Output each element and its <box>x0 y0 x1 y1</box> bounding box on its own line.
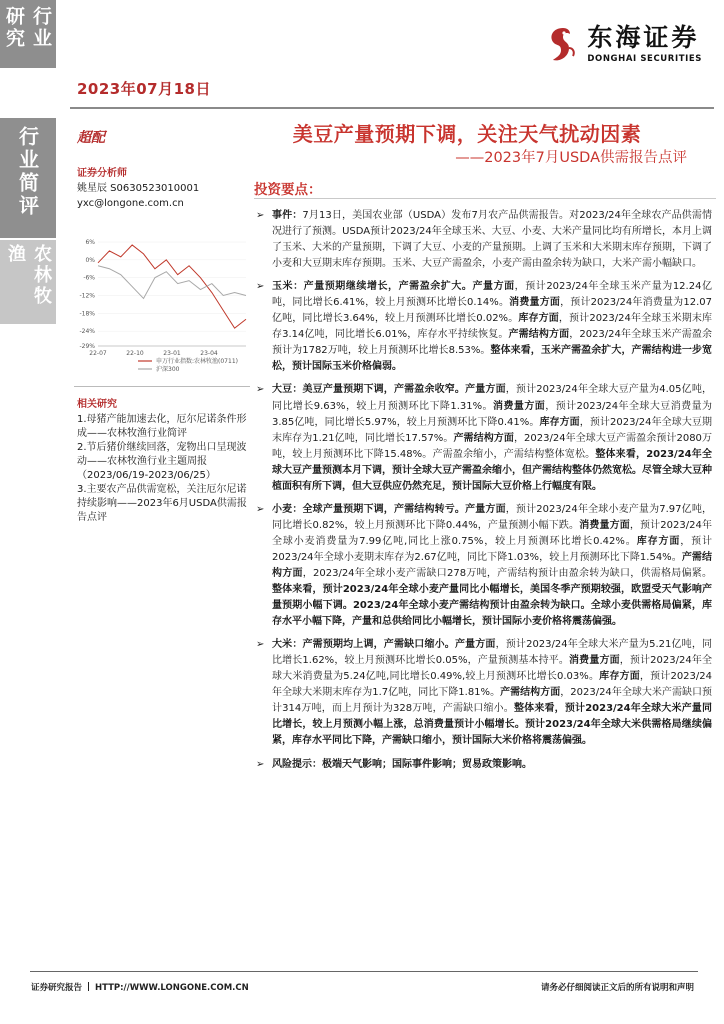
key-points-list <box>254 208 712 780</box>
side-tab-industry-brief <box>0 118 56 238</box>
related-research <box>77 398 247 525</box>
arrow-bullet-icon: ➢ <box>256 210 265 221</box>
key-point-text: ，2023/24年全球大米产需缺口预计314万吨，而上月预计为328万吨，产需缺口缩小。 <box>272 687 713 715</box>
footer-divider <box>30 971 698 972</box>
side-tab-industry-research <box>0 0 56 68</box>
key-point-text: 整体来看，玉米产需盈余扩大，产需结构进一步宽松，预计国际玉米价格偏弱。 <box>272 345 713 373</box>
key-point-text: 库存方面 <box>518 313 559 325</box>
key-point-text: 整体来看，2023/24年全球大豆产量预测本月下调，预计全球大豆产需盈余缩小，但产需结构整体仍然宽松。尽管全球大豆种植面积有所下调，但大豆供应仍然充足，预计国际大豆价格上行幅度有限。 <box>272 448 712 492</box>
y-tick-label: -6% <box>83 274 95 282</box>
report-subtitle: ——2023年7月USDA供需报告点评 <box>455 150 687 166</box>
legend-label: 沪深300 <box>156 366 180 373</box>
key-point-text: 产需结构方面 <box>500 687 561 699</box>
report-title: 美豆产量预期下调，关注天气扰动因素 <box>292 122 642 146</box>
key-point-text: 消费量方面 <box>509 297 561 309</box>
series-line-0 <box>98 245 246 328</box>
key-point-text: ，2023/24年全球大豆产需盈余预计2080万吨，较上月预测环比下降15.48%。产需盈余缩小，产需结构整体宽松。 <box>272 432 712 460</box>
y-tick-label: 6% <box>85 239 95 246</box>
key-point-text: 大豆：美豆产量预期下调，产需盈余收窄。 <box>272 384 466 396</box>
key-point-text: 风险提示：极端天气影响；国际事件影响；贸易政策影响。 <box>272 758 532 770</box>
key-point-text: 7月13日，美国农业部（USDA）发布7月农产品供需报告。对2023/24年全球农产品供需情况进行了预测。USDA预计2023/24年全球玉米、大豆、小麦、大米产量同比均有所增长，本月上调了玉米、大米的产量预期，下调了大豆、小麦的产量预期。上调了玉米和大米期末库存预期，下调了小麦和大豆期末库存预期。玉米、大豆产需盈余，小麦产需由盈余转为缺口，大米产需小幅缺口。 <box>272 210 713 270</box>
arrow-bullet-icon: ➢ <box>256 503 265 515</box>
key-point-text: ，预计2023/24年全球小麦消费量为7.99亿吨,同比上涨0.75%，较上月预测环比增长0.42%。 <box>272 519 712 547</box>
key-point-text: 产量方面 <box>465 503 506 515</box>
key-point-text: 消费量方面 <box>569 655 620 667</box>
footer-separator <box>88 982 89 991</box>
key-point-item <box>254 382 712 494</box>
key-point-text: 库存方面 <box>599 671 640 683</box>
key-point-item <box>254 208 712 272</box>
side-tab-label: 行业简评 <box>15 126 40 218</box>
key-point-text: 产量方面 <box>465 384 506 396</box>
key-point-text: 消费量方面 <box>579 519 630 531</box>
arrow-bullet-icon: ➢ <box>256 384 265 396</box>
key-point-text: 整体来看，预计2023/24年全球大米产量同比增长，较上月预测小幅上涨，总消费量预计小幅增长。预计2023/24年全球大米供需格局继续偏紧，库存水平同比下降，产需缺口缩小，预计国际大米价格将震荡偏强。 <box>272 703 712 747</box>
key-point-text: 产需结构方面 <box>453 432 514 444</box>
x-tick-label: 22-10 <box>126 350 144 357</box>
footer-disclaimer: 请务必仔细阅读正文后的所有说明和声明 <box>540 983 694 993</box>
x-tick-label: 22-07 <box>89 350 107 357</box>
logo-name-en: DONGHAI SECURITIES <box>587 54 702 64</box>
key-point-text: ，预计2023/24年全球玉米期末库存3.14亿吨，同比增长6.01%，库存水平持续恢复。 <box>272 313 712 341</box>
key-point-text: ，预计2023/24年全球小麦期末库存为2.67亿吨，同比下降1.03%，较上月预测环比下降1.54%。 <box>272 535 713 563</box>
industry-rating: 超配 <box>77 130 105 146</box>
key-point-text: 消费量方面 <box>493 400 546 412</box>
footer-left <box>31 981 249 993</box>
x-tick-label: 23-04 <box>200 350 218 357</box>
key-point-text: 产需结构方面 <box>272 551 712 579</box>
key-point-text: ，预计2023/24年全球玉米产量为12.24亿吨，同比增长6.41%，较上月预测环比增长0.14%。 <box>272 281 713 309</box>
key-point-text: ，预计2023/24年消费量为12.07亿吨，同比增长3.64%，较上月预测环比增长0.02%。 <box>272 297 712 325</box>
company-logo <box>541 24 702 64</box>
key-point-item <box>254 757 712 773</box>
y-tick-label: 0% <box>85 256 95 264</box>
key-point-item <box>254 502 712 630</box>
key-point-text: ，预计2023/24年全球小麦产量为7.97亿吨，同比增长0.82%，较上月预测环比下降0.44%，产量预测小幅下跌。 <box>272 503 713 531</box>
footer-url[interactable]: HTTP://WWW.LONGONE.COM.CN <box>95 983 249 993</box>
key-point-text: 库存方面 <box>539 416 580 428</box>
key-point-text: ，预计2023/24年全球大豆消费量为3.85亿吨，同比增长5.97%，较上月预测环比下降0.41%。 <box>272 400 713 428</box>
y-tick-label: -18% <box>79 310 95 318</box>
series-line-1 <box>98 266 246 299</box>
y-tick-label: -24% <box>79 328 95 336</box>
key-point-text: ，预计2023/24年全球大米期末库存为1.7亿吨，同比下降1.81%。 <box>272 671 713 699</box>
key-point-item <box>254 279 712 375</box>
header-divider <box>70 107 714 109</box>
analyst-info <box>77 166 237 211</box>
key-point-text: 事件： <box>272 210 303 221</box>
key-point-text: 整体来看，预计2023/24年全球小麦产量同比小幅增长，美国冬季产预期较强，欧盟受天气影响产量预期小幅下调。2023/24年全球小麦产需结构预计由盈余转为缺口。全球小麦供需格局偏紧，库存水平小幅下降，产量和总供给同比小幅增长，预计国际小麦价格将震荡偏强。 <box>272 584 712 628</box>
key-point-text: 产量方面 <box>454 639 496 651</box>
related-research-heading: 相关研究 <box>77 399 117 410</box>
key-point-text: ，2023/24年全球玉米产需盈余预计为1782万吨，较上月预测环比增长8.53%。 <box>272 329 712 357</box>
key-point-text: ，预计2023/24年全球大米产量为5.21亿吨，同比增长1.62%，较上月预测环比增长0.05%，产量预测基本持平。 <box>272 639 713 667</box>
legend-label: 申万行业指数:农林牧渔(0711) <box>156 358 238 365</box>
key-point-text: 产需结构方面 <box>508 329 570 341</box>
key-point-text: 玉米：产量预期继续增长，产需盈余扩大。 <box>272 281 473 293</box>
key-point-text: ，预计2023/24年全球大豆期末库存为1.21亿吨，同比增长17.57%。 <box>272 416 712 444</box>
report-date: 2023年07月18日 <box>77 80 211 98</box>
analyst-heading: 证券分析师 <box>77 168 127 179</box>
arrow-bullet-icon: ➢ <box>256 639 265 651</box>
logo-name-cn: 东海证券 <box>587 23 700 52</box>
key-point-text: ，2023/24年全球小麦产需缺口278万吨，产需结构预计由盈余转为缺口，供需格局偏紧。 <box>302 567 712 579</box>
related-item[interactable]: 3.主要农产品供需宽松，关注厄尔尼诺持续影响——2023年6月USDA供需报告点评 <box>77 484 247 523</box>
key-point-text: 产量方面 <box>472 281 515 293</box>
key-point-item <box>254 637 712 749</box>
chart-divider <box>74 386 250 387</box>
footer-label: 证券研究报告 <box>31 983 83 993</box>
key-points-divider <box>254 198 716 199</box>
key-point-text: 小麦：全球产量预期下调，产需结构转亏。 <box>272 503 466 515</box>
analyst-email[interactable]: yxc@longone.com.cn <box>77 198 184 209</box>
y-tick-label: -29% <box>79 343 95 350</box>
side-tab-sector <box>0 240 56 324</box>
y-tick-label: -12% <box>79 292 95 300</box>
key-point-text: ，预计2023/24年全球大米消费量为5.24亿吨,同比增长0.49%,较上月预测环比增长0.03%。 <box>272 655 712 683</box>
arrow-bullet-icon: ➢ <box>256 281 265 293</box>
key-point-text: 大米：产需预期均上调，产需缺口缩小。 <box>272 639 455 651</box>
key-points-heading: 投资要点： <box>254 182 322 198</box>
key-point-text: ，预计2023/24年全球大豆产量为4.05亿吨，同比增长9.63%，较上月预测环比下降1.31%。 <box>272 384 713 412</box>
related-item[interactable]: 2.节后猪价继续回落，宠物出口呈现波动——农林牧渔行业主题周报（2023/06/19-2023/06/25） <box>77 442 247 481</box>
analyst-name: 姚星辰 S0630523010001 <box>77 183 200 194</box>
side-tab-label: 行业研究 <box>3 6 52 50</box>
seahorse-logo-icon <box>541 24 581 64</box>
arrow-bullet-icon: ➢ <box>256 758 265 770</box>
related-item[interactable]: 1.母猪产能加速去化，厄尔尼诺条件形成——农林牧渔行业简评 <box>77 414 247 439</box>
x-tick-label: 23-01 <box>163 350 181 357</box>
index-performance-chart <box>74 234 250 384</box>
key-point-text: 库存方面 <box>636 535 681 547</box>
side-tab-label: 农林牧渔 <box>5 244 52 307</box>
